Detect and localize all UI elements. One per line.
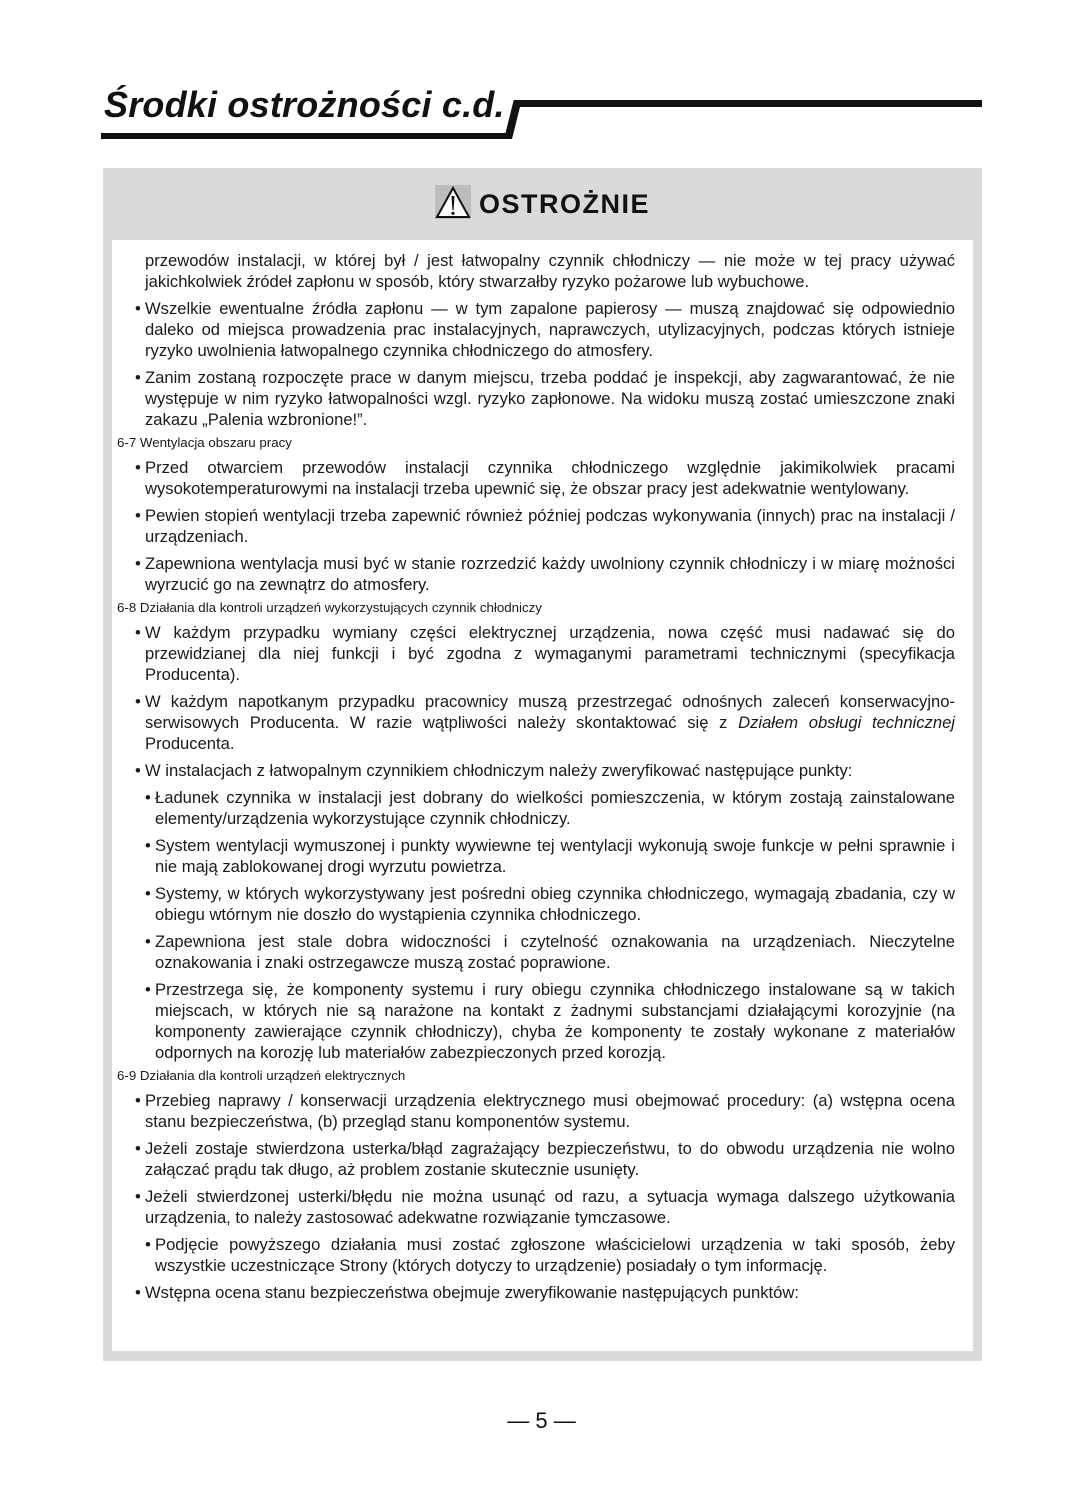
bullet-icon: • [135, 458, 141, 477]
list-item [135, 505, 955, 547]
section-heading [117, 599, 955, 616]
item-text: Systemy, w których wykorzystywany jest pośredni obieg czynnika chłodniczego, wymagają zbadania, czy w obiegu wtórnym nie doszło do wystąpienia czynnika chłodniczego. [155, 884, 955, 924]
bullet-icon: • [145, 836, 151, 855]
sub-list-item [145, 1234, 955, 1276]
sub-list-item [145, 835, 955, 877]
caution-box [103, 168, 982, 1361]
item-text: Producenta. [145, 734, 235, 753]
item-text: Zanim zostaną rozpoczęte prace w danym miejscu, trzeba poddać je inspekcji, aby zagwarantować, że nie występuje w nim ryzyko łatwopalności wzgl. ryzyko zapłonowe. Na widoku muszą zostać umieszczone znaki zakazu „Palenia wzbronione!”. [145, 368, 955, 429]
item-text: Zapewniona wentylacja musi być w stanie rozrzedzić każdy uwolniony czynnik chłodniczy i w miarę możności wyrzucić go na zewnątrz do atmosfery. [145, 554, 955, 594]
item-text: przewodów instalacji, w której był / jest łatwopalny czynnik chłodniczy — nie może w tej pracy używać jakichkolwiek źródeł zapłonu w sposób, który stwarzałby ryzyko pożarowe lub wybuchowe. [145, 251, 955, 291]
item-text: Ładunek czynnika w instalacji jest dobrany do wielkości pomieszczenia, w którym zostają zainstalowane elementy/urządzenia wykorzystujące czynnik chłodniczy. [155, 788, 955, 828]
caution-content [112, 240, 973, 1351]
item-text: 6-8 Działania dla kontroli urządzeń wykorzystujących czynnik chłodniczy [117, 600, 542, 615]
section-heading [117, 1067, 955, 1084]
caution-label: OSTROŻNIE [478, 188, 650, 219]
page-title: Środki ostrożności c.d. [104, 84, 505, 125]
list-item [135, 457, 955, 499]
bullet-icon: • [135, 1283, 141, 1302]
item-text: 6-7 Wentylacja obszaru pracy [117, 435, 292, 450]
bullet-icon: • [135, 1187, 141, 1206]
bullet-icon: • [135, 1139, 141, 1158]
sub-list-item [145, 931, 955, 973]
bullet-icon: • [135, 623, 141, 642]
item-text: Przebieg naprawy / konserwacji urządzenia elektrycznego musi obejmować procedury: (a) wstępna ocena stanu bezpieczeństwa, (b) przegląd stanu komponentów systemu. [145, 1091, 955, 1131]
bullet-icon: • [145, 932, 151, 951]
caution-header [103, 168, 982, 240]
bullet-icon: • [135, 368, 141, 387]
item-text: Wstępna ocena stanu bezpieczeństwa obejmuje zweryfikowanie następujących punktów: [145, 1283, 799, 1302]
paragraph [145, 250, 955, 292]
bullet-icon: • [145, 884, 151, 903]
item-text: W każdym napotkanym przypadku pracownicy muszą przestrzegać odnośnych zaleceń konserwacyjno-serwisowych Producenta. W razie wątpliwości należy skontaktować się z [145, 692, 955, 732]
list-item [135, 1138, 955, 1180]
list-item [135, 1282, 955, 1303]
item-text: 6-9 Działania dla kontroli urządzeń elektrycznych [117, 1068, 406, 1083]
list-item [135, 553, 955, 595]
bullet-icon: • [135, 299, 141, 318]
list-item [135, 298, 955, 361]
bullet-icon: • [145, 788, 151, 807]
item-text: Przed otwarciem przewodów instalacji czynnika chłodniczego względnie jakimikolwiek pracami wysokotemperaturowymi na instalacji trzeba upewnić się, że obszar pracy jest adekwatnie wentylowany. [145, 458, 955, 498]
bullet-icon: • [135, 506, 141, 525]
item-text: Zapewniona jest stale dobra widoczności i czytelność oznakowania na urządzeniach. Nieczytelne oznakowania i znaki ostrzegawcze muszą zostać poprawione. [155, 932, 955, 972]
list-item [135, 622, 955, 685]
warning-triangle-icon [435, 185, 471, 224]
list-item [135, 1090, 955, 1132]
item-text: W każdym przypadku wymiany części elektrycznej urządzenia, nowa część musi nadawać się do przewidzianej dla niej funkcji i być zgodna z wymaganymi parametrami technicznymi (specyfikacja Producenta). [145, 623, 955, 684]
item-text: Jeżeli zostaje stwierdzona usterka/błąd zagrażający bezpieczeństwu, to do obwodu urządzenia nie wolno załączać prądu tak długo, aż problem zostanie skutecznie usunięty. [145, 1139, 955, 1179]
item-text: Przestrzega się, że komponenty systemu i rury obiegu czynnika chłodniczego instalowane są w takich miejscach, w których nie są narażone na kontakt z żadnymi substancjami działającymi korozyjnie (na komponenty zawierające czynnik chłodniczy), chyba że komponenty te zostały wykonane z materiałów odpornych na korozję lub materiałów zabezpieczonych przed korozją. [155, 980, 955, 1062]
list-item [135, 367, 955, 430]
item-text: W instalacjach z łatwopalnym czynnikiem chłodniczym należy zweryfikować następujące punkty: [145, 761, 853, 780]
item-text: Podjęcie powyższego działania musi zostać zgłoszone właścicielowi urządzenia w taki sposób, żeby wszystkie uczestniczące Strony (których dotyczy to urządzenie) posiadały o tym informację. [155, 1235, 955, 1275]
page-number: — 5 — [507, 1408, 576, 1433]
sub-list-item [145, 883, 955, 925]
caution-text [117, 250, 955, 1309]
item-text: Pewien stopień wentylacji trzeba zapewnić również później podczas wykonywania (innych) prac na instalacji / urządzeniach. [145, 506, 955, 546]
list-item [135, 1186, 955, 1228]
sub-list-item [145, 787, 955, 829]
title-rule [520, 100, 982, 107]
item-text: Jeżeli stwierdzonej usterki/błędu nie można usunąć od razu, a sytuacja wymaga dalszego użytkowania urządzenia, to należy zastosować adekwatne rozwiązanie tymczasowe. [145, 1187, 955, 1227]
bullet-icon: • [145, 1235, 151, 1254]
bullet-icon: • [135, 554, 141, 573]
bullet-icon: • [135, 761, 141, 780]
item-text: Wszelkie ewentualne źródła zapłonu — w tym zapalone papierosy — muszą znajdować się odpowiednio daleko od miejsca prowadzenia prac instalacyjnych, naprawczych, utylizacyjnych, podczas których istnieje ryzyko uwolnienia łatwopalnego czynnika chłodniczego do atmosfery. [145, 299, 955, 360]
bullet-icon: • [135, 692, 141, 711]
title-underline [101, 133, 511, 139]
list-item [135, 760, 955, 781]
bullet-icon: • [135, 1091, 141, 1110]
list-item [135, 691, 955, 754]
section-heading [117, 434, 955, 451]
emphasis-text: Działem obsługi technicznej [738, 713, 955, 732]
bullet-icon: • [145, 980, 151, 999]
sub-list-item [145, 979, 955, 1063]
item-text: System wentylacji wymuszonej i punkty wywiewne tej wentylacji wykonują swoje funkcje w pełni sprawnie i nie mają zablokowanej drogi wyrzutu powietrza. [155, 836, 955, 876]
